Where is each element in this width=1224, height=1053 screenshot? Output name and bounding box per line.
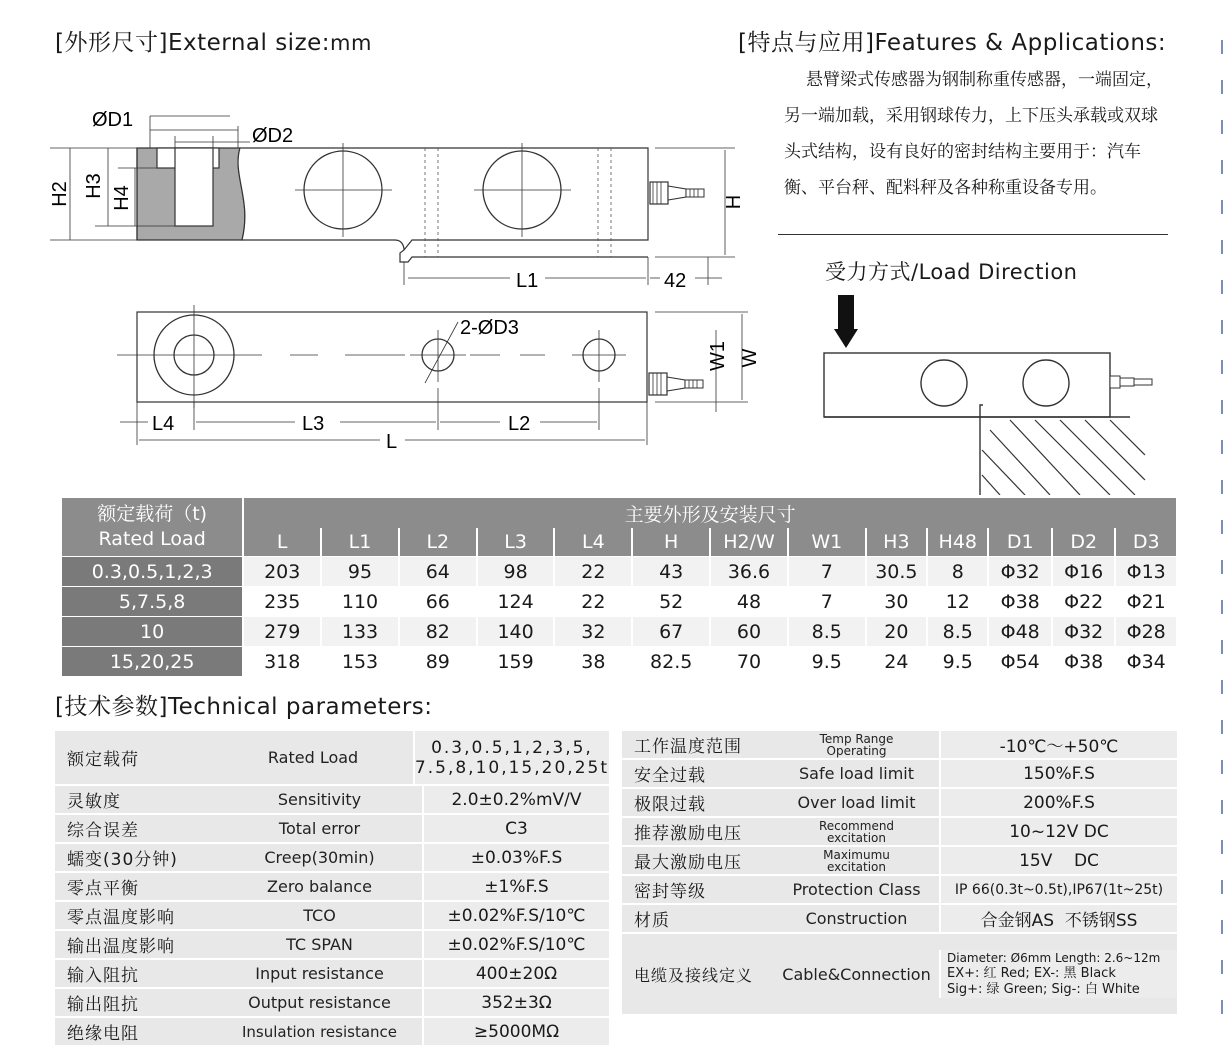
cell: 203 bbox=[244, 556, 320, 586]
row-load: 10 bbox=[62, 616, 242, 646]
top-view-drawing bbox=[0, 300, 780, 460]
label-d1: ØD1 bbox=[92, 109, 134, 131]
param-row bbox=[55, 815, 609, 844]
param-value: 400±20Ω bbox=[422, 960, 609, 987]
param-en: Rated Load bbox=[267, 748, 359, 767]
param-row bbox=[622, 760, 1177, 789]
features-sep: : bbox=[1157, 30, 1167, 56]
cell: 8 bbox=[928, 556, 987, 586]
param-zh: 蠕变(30分钟) bbox=[67, 850, 178, 870]
param-en-line2: excitation bbox=[826, 830, 887, 845]
cable-value bbox=[939, 950, 1177, 998]
param-value: IP 66(0.3t~0.5t),IP67(1t~25t) bbox=[939, 876, 1177, 903]
param-value-line2: 7.5,8,10,15,20,25t bbox=[414, 757, 609, 778]
label-w1: W1 bbox=[707, 341, 729, 371]
cell: 12 bbox=[928, 586, 987, 616]
rated-load-header bbox=[62, 498, 242, 556]
top-cable-connector bbox=[649, 373, 667, 395]
table-row bbox=[62, 646, 1176, 676]
cell: 159 bbox=[478, 646, 554, 676]
param-zh: 输出阻抗 bbox=[67, 995, 139, 1015]
param-en: Total error bbox=[278, 819, 361, 838]
col-header: L1 bbox=[322, 528, 398, 556]
features-divider bbox=[778, 234, 1168, 235]
param-value: 352±3Ω bbox=[422, 989, 609, 1016]
param-zh: 材质 bbox=[634, 911, 670, 931]
label-l3: L3 bbox=[302, 413, 325, 435]
param-en-line1: Maximumu bbox=[823, 847, 890, 862]
col-header: L3 bbox=[478, 528, 554, 556]
param-zh: 推荐激励电压 bbox=[634, 824, 742, 844]
cell: 89 bbox=[400, 646, 476, 676]
col-header: H2/W bbox=[711, 528, 787, 556]
param-value: ±1%F.S bbox=[422, 873, 609, 900]
param-en: TC SPAN bbox=[286, 935, 353, 954]
param-value: 10~12V DC bbox=[939, 818, 1177, 845]
param-en: Sensitivity bbox=[277, 790, 362, 809]
load-arrow-icon bbox=[834, 329, 858, 348]
page-edge-marks bbox=[1219, 20, 1224, 1050]
col-header: L2 bbox=[400, 528, 476, 556]
cell: 8.5 bbox=[928, 616, 987, 646]
col-header: D1 bbox=[989, 528, 1050, 556]
cell: 279 bbox=[244, 616, 320, 646]
param-en bbox=[774, 820, 939, 844]
cell: 235 bbox=[244, 586, 320, 616]
param-en bbox=[774, 849, 939, 873]
cell: 124 bbox=[478, 586, 554, 616]
external-size-label-en: External size bbox=[167, 30, 322, 56]
rated-load-header-zh: 额定载荷（t) bbox=[97, 503, 208, 525]
table-row bbox=[62, 616, 1176, 646]
param-value: -10℃～+50℃ bbox=[939, 731, 1177, 758]
cell: 24 bbox=[867, 646, 926, 676]
external-size-sep: : bbox=[321, 30, 331, 56]
cell: Φ38 bbox=[989, 586, 1050, 616]
param-zh: 密封等级 bbox=[634, 882, 706, 902]
param-zh: 绝缘电阻 bbox=[67, 1024, 139, 1044]
col-header: D3 bbox=[1116, 528, 1176, 556]
cell: 52 bbox=[633, 586, 709, 616]
param-en: Safe load limit bbox=[799, 764, 914, 783]
row-load: 0.3,0.5,1,2,3 bbox=[62, 556, 242, 586]
cell: Φ32 bbox=[1053, 616, 1114, 646]
param-en: Protection Class bbox=[792, 880, 921, 899]
cell: 140 bbox=[478, 616, 554, 646]
col-header: L bbox=[244, 528, 320, 556]
cable-line2: EX+: 红 Red; EX-: 黑 Black bbox=[947, 966, 1116, 981]
cable-zh: 电缆及接线定义 bbox=[634, 965, 754, 985]
label-d2: ØD2 bbox=[252, 125, 294, 147]
side-view-drawing bbox=[0, 0, 780, 300]
table-row bbox=[62, 586, 1176, 616]
cell: 38 bbox=[555, 646, 631, 676]
param-row bbox=[622, 876, 1177, 905]
cell: Φ38 bbox=[1053, 646, 1114, 676]
cable-row bbox=[622, 934, 1177, 1016]
param-en-line2: Operating bbox=[826, 743, 887, 758]
features-label-en: Features & Applications bbox=[874, 30, 1158, 56]
label-l4: L4 bbox=[152, 413, 175, 435]
cell: Φ16 bbox=[1053, 556, 1114, 586]
cable-en: Cable&Connection bbox=[782, 964, 931, 984]
cell: 22 bbox=[555, 586, 631, 616]
param-row bbox=[55, 960, 609, 989]
param-en: TCO bbox=[303, 906, 336, 925]
param-value-line1: 0.3,0.5,1,2,3,5, bbox=[431, 737, 593, 758]
param-en-line2: excitation bbox=[826, 859, 887, 874]
cell: 32 bbox=[555, 616, 631, 646]
param-value: ≥5000MΩ bbox=[422, 1018, 609, 1045]
col-header: L4 bbox=[555, 528, 631, 556]
param-row bbox=[55, 786, 609, 815]
tech-params-left bbox=[55, 731, 609, 1047]
cell: 7 bbox=[789, 586, 865, 616]
external-size-unit: mm bbox=[330, 31, 372, 55]
features-label-zh: [特点与应用] bbox=[738, 30, 875, 56]
param-row bbox=[622, 905, 1177, 934]
cell: 98 bbox=[478, 556, 554, 586]
param-zh: 输入阻抗 bbox=[67, 966, 139, 986]
technical-sep: : bbox=[424, 694, 433, 720]
param-value: 2.0±0.2%mV/V bbox=[422, 786, 609, 813]
cell: 36.6 bbox=[711, 556, 787, 586]
cell: 318 bbox=[244, 646, 320, 676]
param-en: Construction bbox=[805, 909, 908, 928]
param-zh: 灵敏度 bbox=[67, 792, 121, 812]
param-row bbox=[55, 1018, 609, 1047]
param-row bbox=[55, 902, 609, 931]
technical-label-zh: [技术参数] bbox=[55, 694, 168, 720]
cell: 60 bbox=[711, 616, 787, 646]
cell: 82 bbox=[400, 616, 476, 646]
cell: 133 bbox=[322, 616, 398, 646]
cell: 22 bbox=[555, 556, 631, 586]
cell: 20 bbox=[867, 616, 926, 646]
load-direction-label: 受力方式/Load Direction bbox=[825, 260, 1078, 284]
param-row bbox=[55, 731, 609, 786]
features-heading bbox=[738, 24, 1166, 57]
param-en: Input resistance bbox=[255, 964, 384, 983]
cable-line1: Diameter: Ø6mm Length: 2.6~12m bbox=[947, 951, 1161, 965]
label-l: L bbox=[386, 431, 398, 453]
label-w: W bbox=[739, 348, 761, 368]
cell: 67 bbox=[633, 616, 709, 646]
param-value: 15V DC bbox=[939, 847, 1177, 874]
rated-load-header-en: Rated Load bbox=[98, 528, 206, 550]
param-en: Output resistance bbox=[248, 993, 391, 1012]
param-row bbox=[55, 989, 609, 1018]
cell: 66 bbox=[400, 586, 476, 616]
dimensions-group-header: 主要外形及安装尺寸 bbox=[244, 498, 1176, 528]
cell: Φ21 bbox=[1116, 586, 1176, 616]
label-l2: L2 bbox=[508, 413, 531, 435]
cell: Φ22 bbox=[1053, 586, 1114, 616]
param-zh: 零点平衡 bbox=[67, 879, 139, 899]
cell: 64 bbox=[400, 556, 476, 586]
param-row bbox=[55, 844, 609, 873]
param-en: Creep(30min) bbox=[264, 848, 375, 867]
label-h3: H3 bbox=[83, 173, 105, 199]
support-hatching bbox=[982, 420, 1145, 495]
size-table bbox=[60, 498, 1178, 676]
col-header: H48 bbox=[928, 528, 987, 556]
param-en: Zero balance bbox=[267, 877, 372, 896]
label-h2: H2 bbox=[49, 181, 71, 207]
param-zh: 最大激励电压 bbox=[634, 853, 742, 873]
param-zh: 零点温度影响 bbox=[67, 908, 175, 928]
cell: 9.5 bbox=[789, 646, 865, 676]
cell: 30.5 bbox=[867, 556, 926, 586]
cell: Φ34 bbox=[1116, 646, 1176, 676]
param-value: ±0.02%F.S/10℃ bbox=[422, 931, 609, 958]
cell: 95 bbox=[322, 556, 398, 586]
param-value bbox=[413, 731, 609, 784]
cell: 82.5 bbox=[633, 646, 709, 676]
cell: 30 bbox=[867, 586, 926, 616]
param-row bbox=[622, 847, 1177, 876]
param-zh: 额定载荷 bbox=[67, 750, 139, 770]
external-size-label-zh: [外形尺寸] bbox=[55, 30, 168, 56]
param-value: ±0.03%F.S bbox=[422, 844, 609, 871]
param-row bbox=[622, 789, 1177, 818]
param-value: ±0.02%F.S/10℃ bbox=[422, 902, 609, 929]
cell: 7 bbox=[789, 556, 865, 586]
cell: Φ32 bbox=[989, 556, 1050, 586]
bolt-hole bbox=[175, 148, 213, 226]
param-en bbox=[774, 733, 939, 757]
param-en: Over load limit bbox=[797, 793, 916, 812]
cell: 110 bbox=[322, 586, 398, 616]
label-d3: 2-ØD3 bbox=[460, 317, 519, 339]
param-value: C3 bbox=[422, 815, 609, 842]
param-zh: 工作温度范围 bbox=[634, 737, 742, 757]
technical-label-en: Technical parameters bbox=[167, 694, 425, 720]
table-row bbox=[62, 556, 1176, 586]
features-description: 悬臂梁式传感器为钢制称重传感器，一端固定，另一端加载，采用钢球传力，上下压头承载或双球头式结构，设有良好的密封结构主要用于：汽车衡、平台秤、配料秤及各种称重设备专用。 bbox=[784, 70, 1163, 198]
cell: 8.5 bbox=[789, 616, 865, 646]
col-header: W1 bbox=[789, 528, 865, 556]
param-value: 合金钢AS 不锈钢SS bbox=[939, 905, 1177, 932]
cell: Φ13 bbox=[1116, 556, 1176, 586]
param-en: Insulation resistance bbox=[241, 1022, 398, 1041]
cell: 9.5 bbox=[928, 646, 987, 676]
param-zh: 综合误差 bbox=[67, 821, 139, 841]
cell: Φ28 bbox=[1116, 616, 1176, 646]
param-row bbox=[622, 731, 1177, 760]
cell: 48 bbox=[711, 586, 787, 616]
param-row bbox=[55, 873, 609, 902]
col-header: H3 bbox=[867, 528, 926, 556]
param-value: 150%F.S bbox=[939, 760, 1177, 787]
row-load: 15,20,25 bbox=[62, 646, 242, 676]
label-h4: H4 bbox=[111, 185, 133, 211]
param-row bbox=[55, 931, 609, 960]
param-en-line1: Temp Range bbox=[819, 731, 894, 746]
cell: Φ48 bbox=[989, 616, 1050, 646]
label-l1: L1 bbox=[516, 270, 539, 292]
col-header: D2 bbox=[1053, 528, 1114, 556]
cell: 70 bbox=[711, 646, 787, 676]
param-zh: 极限过载 bbox=[634, 795, 706, 815]
cell: Φ54 bbox=[989, 646, 1050, 676]
tech-params-right bbox=[622, 731, 1177, 1016]
param-en-line1: Recommend bbox=[818, 818, 895, 833]
cable-line3: Sig+: 绿 Green; Sig-: 白 White bbox=[947, 982, 1140, 997]
row-load: 5,7.5,8 bbox=[62, 586, 242, 616]
param-row bbox=[622, 818, 1177, 847]
param-zh: 输出温度影响 bbox=[67, 937, 175, 957]
col-header: H bbox=[633, 528, 709, 556]
load-direction-drawing bbox=[800, 290, 1160, 495]
technical-heading bbox=[55, 688, 433, 721]
cell: 43 bbox=[633, 556, 709, 586]
param-zh: 安全过载 bbox=[634, 766, 706, 786]
param-value: 200%F.S bbox=[939, 789, 1177, 816]
cell: 153 bbox=[322, 646, 398, 676]
label-42: 42 bbox=[664, 270, 687, 292]
label-h: H bbox=[723, 194, 745, 210]
